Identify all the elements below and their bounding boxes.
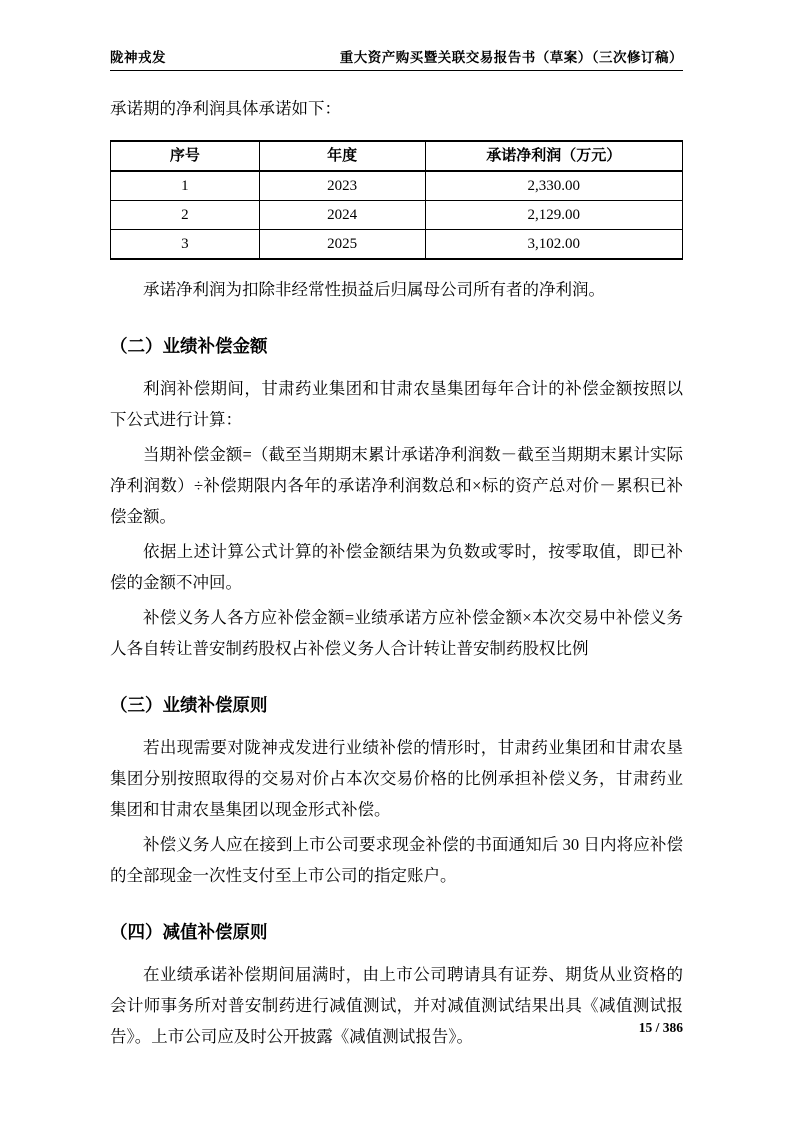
paragraph-s2-4: 补偿义务人各方应补偿金额=业绩承诺方应补偿金额×本次交易中补偿义务人各自转让普安制药股权占补偿义务人合计转让普安制药股权比例 — [110, 608, 683, 658]
table-row — [111, 230, 683, 260]
column-header-committed-profit: 承诺净利润（万元） — [425, 141, 682, 171]
column-header-index: 序号 — [111, 141, 260, 171]
profit-commitment-table — [110, 140, 683, 260]
cell-index: 2 — [111, 201, 260, 230]
cell-index: 1 — [111, 171, 260, 201]
section-title-compensation-amount: （二）业绩补偿金额 — [110, 336, 268, 356]
cell-committed-profit: 2,129.00 — [425, 201, 682, 230]
paragraph-after-table: 承诺净利润为扣除非经常性损益后归属母公司所有者的净利润。 — [143, 280, 605, 299]
paragraph-s2-2: 当期补偿金额=（截至当期期末累计承诺净利润数－截至当期期末累计实际净利润数）÷补偿期限内各年的承诺净利润数总和×标的资产总对价－累积已补偿金额。 — [110, 445, 683, 526]
page-content — [110, 46, 683, 1056]
paragraph-s2-3: 依据上述计算公式计算的补偿金额结果为负数或零时，按零取值，即已补偿的金额不冲回。 — [110, 542, 683, 592]
page-number: 15 / 386 — [638, 1020, 683, 1035]
table-row — [111, 201, 683, 230]
column-header-year: 年度 — [259, 141, 425, 171]
cell-committed-profit: 2,330.00 — [425, 171, 682, 201]
cell-year: 2025 — [259, 230, 425, 260]
cell-index: 3 — [111, 230, 260, 260]
paragraph-s2-1: 利润补偿期间，甘肃药业集团和甘肃农垦集团每年合计的补偿金额按照以下公式进行计算： — [110, 379, 683, 429]
header-document-title: 重大资产购买暨关联交易报告书（草案）（三次修订稿） — [339, 50, 683, 65]
cell-year: 2023 — [259, 171, 425, 201]
header-company-name: 陇神戎发 — [110, 50, 166, 65]
section-title-impairment-principle: （四）减值补偿原则 — [110, 922, 268, 942]
table-header-row — [111, 141, 683, 171]
section-title-compensation-principle: （三）业绩补偿原则 — [110, 695, 268, 715]
paragraph-s3-1: 若出现需要对陇神戎发进行业绩补偿的情形时，甘肃药业集团和甘肃农垦集团分别按照取得的交易对价占本次交易价格的比例承担补偿义务，甘肃药业集团和甘肃农垦集团以现金形式补偿。 — [110, 738, 683, 819]
cell-year: 2024 — [259, 201, 425, 230]
paragraph-s4-1: 在业绩承诺补偿期间届满时，由上市公司聘请具有证券、期货从业资格的会计师事务所对普安制药进行减值测试，并对减值测试结果出具《减值测试报告》。上市公司应及时公开披露《减值测试报告》。 — [110, 965, 683, 1046]
header-divider — [110, 70, 683, 71]
cell-committed-profit: 3,102.00 — [425, 230, 682, 260]
table-row — [111, 171, 683, 201]
intro-lead-text: 承诺期的净利润具体承诺如下： — [110, 99, 341, 118]
paragraph-s3-2: 补偿义务人应在接到上市公司要求现金补偿的书面通知后 30 日内将应补偿的全部现金一次性支付至上市公司的指定账户。 — [110, 835, 683, 885]
page-header — [110, 46, 683, 70]
